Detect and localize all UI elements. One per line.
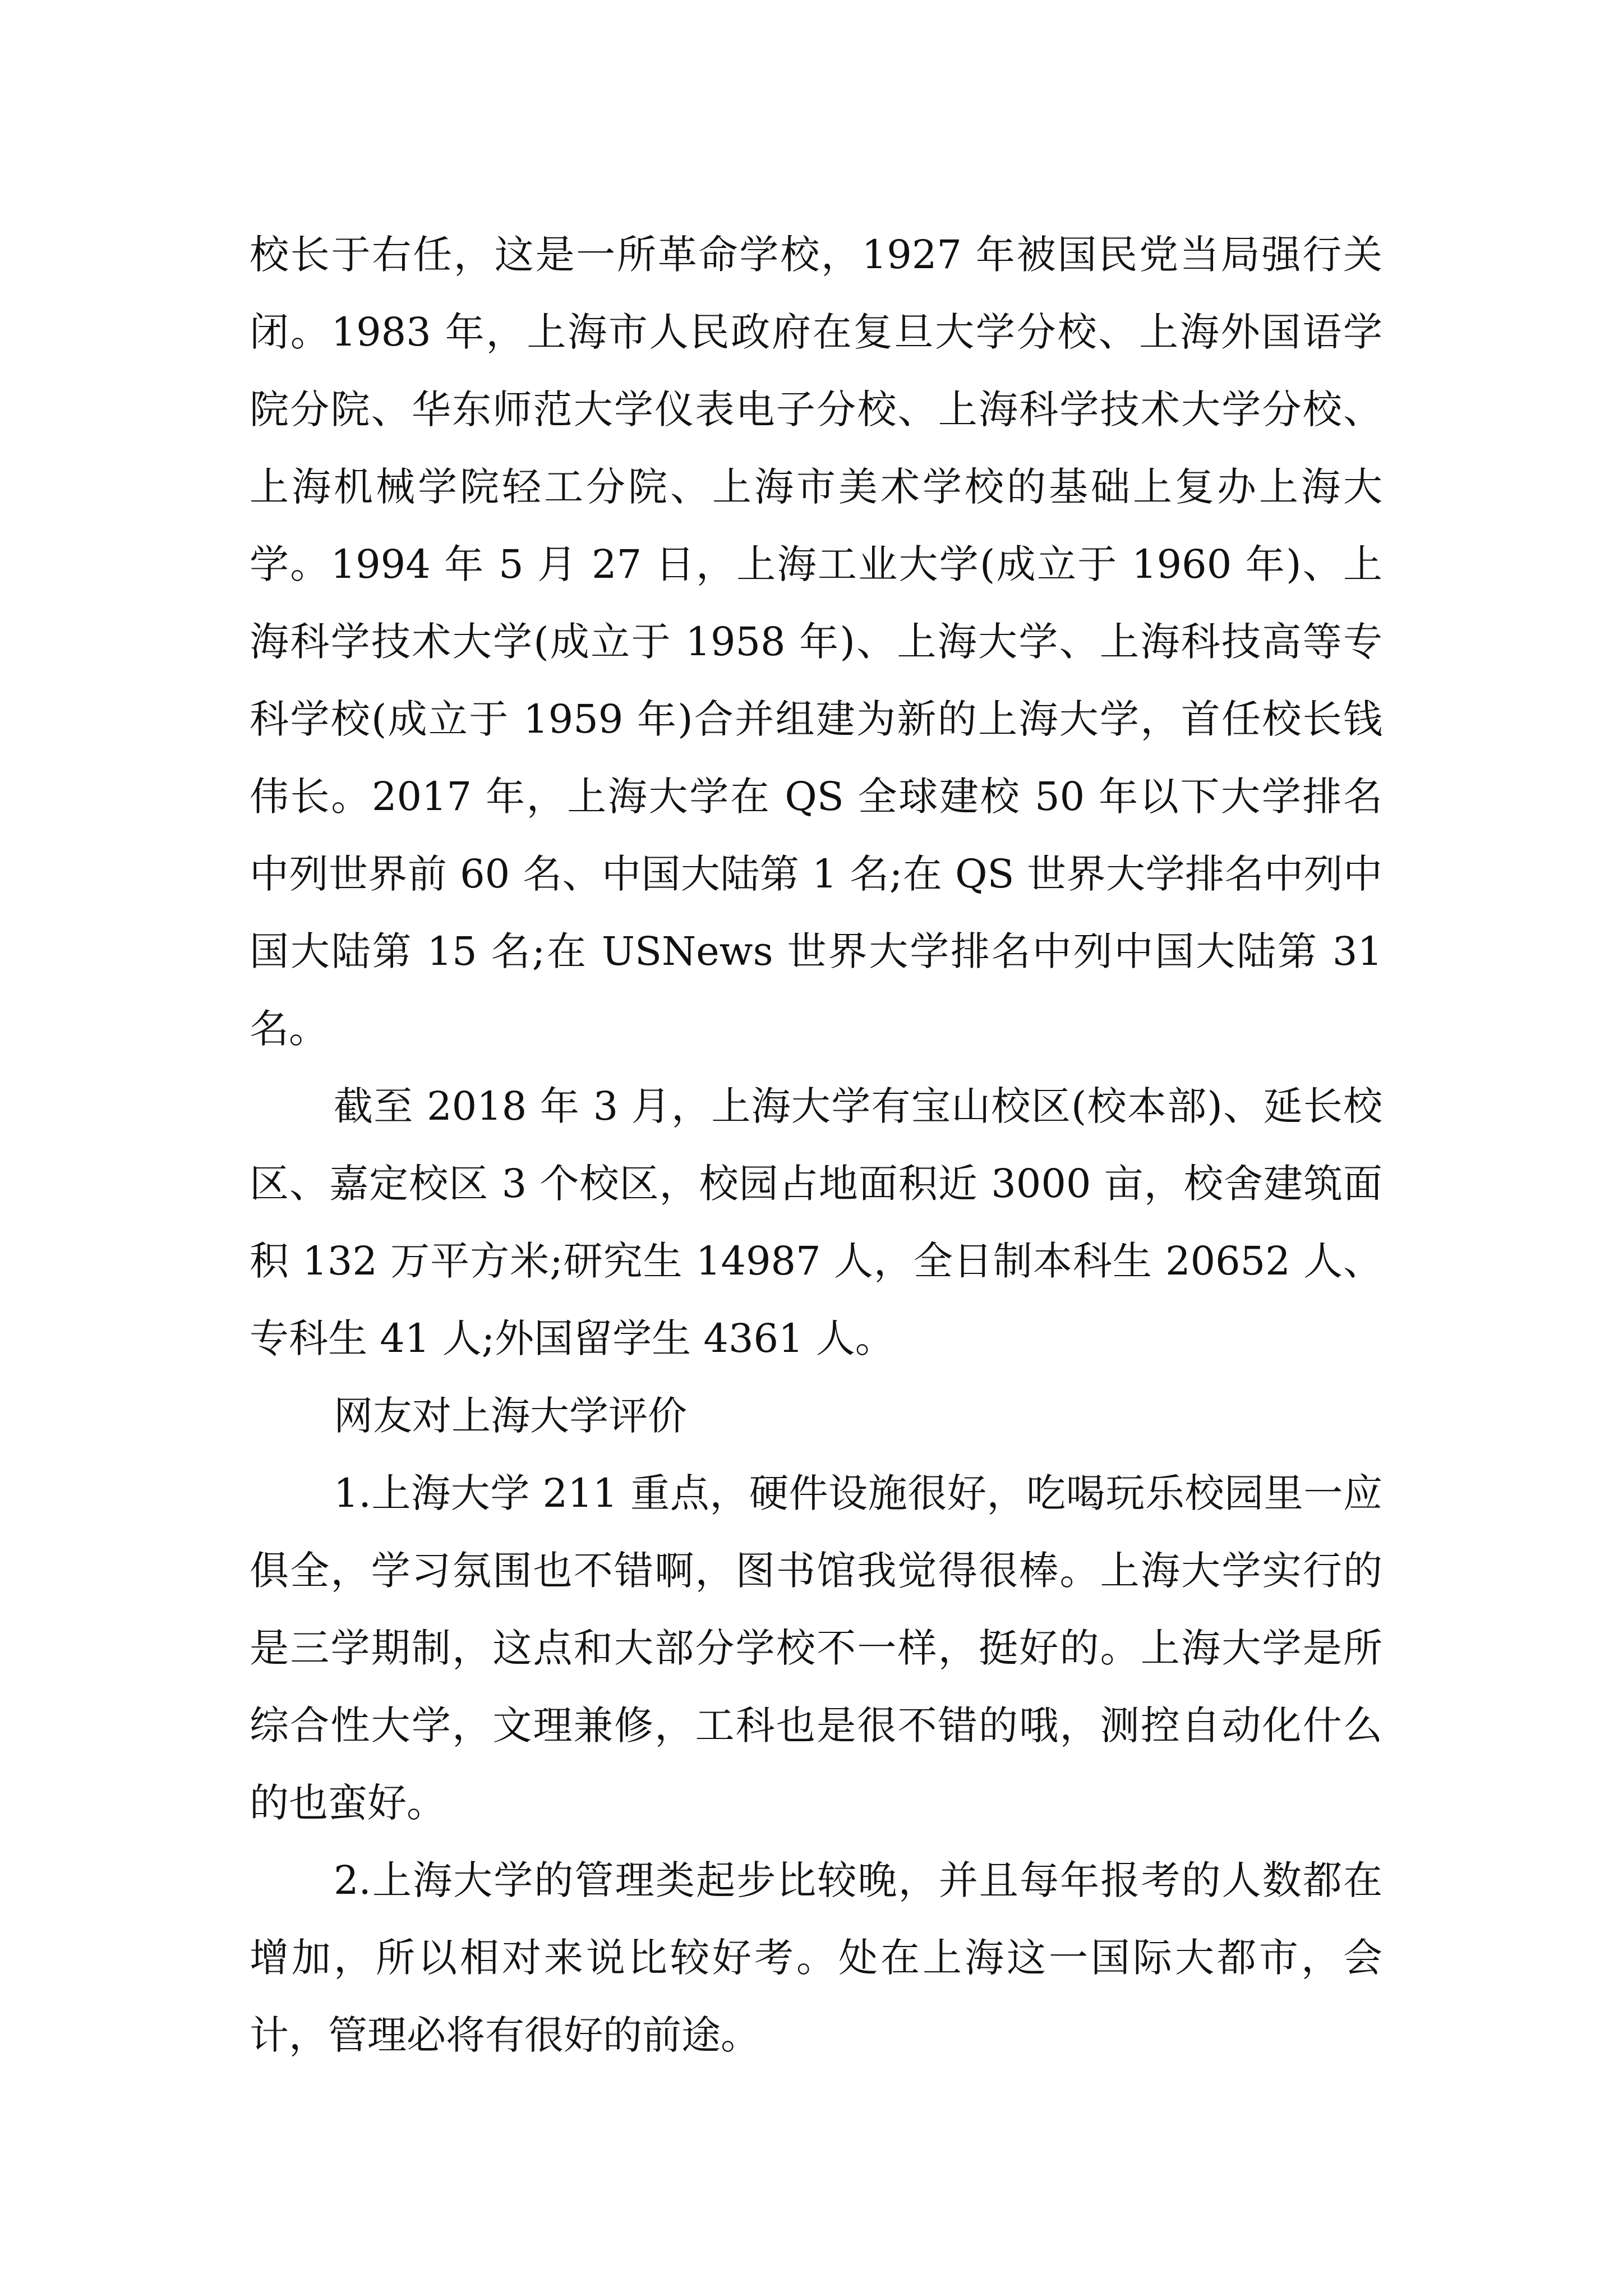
paragraph-history: 校长于右任，这是一所革命学校，1927 年被国民党当局强行关闭。1983 年，上海市人民政府在复旦大学分校、上海外国语学院分院、华东师范大学仪表电子分校、上海科学技术大学分校、上海机械学院轻工分院、上海市美术学校的基础上复办上海大学。1994 年 5 月 27 日，上海工业大学(成立于 1960 年)、上海科学技术大学(成立于 1958 年)、上海大学、上海科技高等专科学校(成立于 1959 年)合并组建为新的上海大学，首任校长钱伟长。2017 年，上海大学在 QS 全球建校 50 年以下大学排名中列世界前 60 名、中国大陆第 1 名;在 QS 世界大学排名中列中国大陆第 15 名;在 USNews 世界大学排名中列中国大陆第 31 名。: [250, 232, 1382, 1052]
document-body: [250, 216, 1382, 2074]
paragraph-campus-stats: 截至 2018 年 3 月，上海大学有宝山校区(校本部)、延长校区、嘉定校区 3 个校区，校园占地面积近 3000 亩，校舍建筑面积 132 万平方米;研究生 14987 人，全日制本科生 20652 人、专科生 41 人;外国留学生 4361 人。: [250, 1083, 1382, 1361]
section-heading-reviews: 网友对上海大学评价: [334, 1393, 687, 1439]
review-item-2: 2.上海大学的管理类起步比较晚，并且每年报考的人数都在增加，所以相对来说比较好考。处在上海这一国际大都市，会计，管理必将有很好的前途。: [250, 1857, 1382, 2058]
review-item-1: 1.上海大学 211 重点，硬件设施很好，吃喝玩乐校园里一应俱全，学习氛围也不错啊，图书馆我觉得很棒。上海大学实行的是三学期制，这点和大部分学校不一样，挺好的。上海大学是所综合性大学，文理兼修，工科也是很不错的哦，测控自动化什么的也蛮好。: [250, 1470, 1382, 1826]
